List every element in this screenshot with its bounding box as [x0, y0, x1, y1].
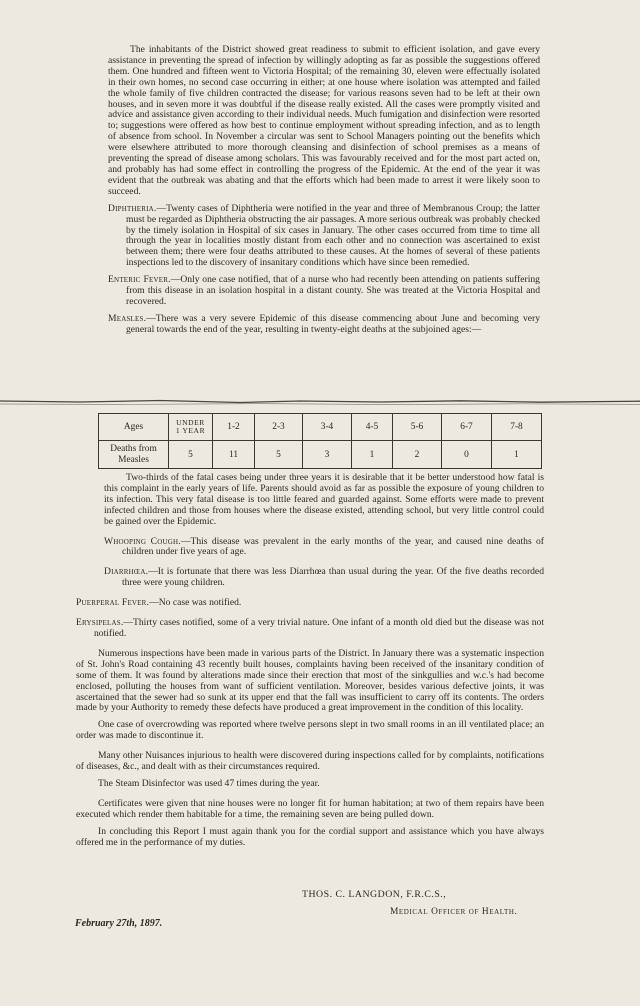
certificates-paragraph: Certificates were given that nine houses were no longer fit for human habitation; at two of them repairs have been executed which render them habitable for a time, the remaining seven are being pulled down.	[76, 797, 544, 820]
erysipelas-heading: Erysipelas.	[76, 617, 124, 629]
measles-followup-paragraph: Two-thirds of the fatal cases being under three years it is desirable that it be better understood how fatal is this complaint in the early years of life. Parents should avoid as far as possible the exposure of young children to its infection. This very fatal disease is too little feared and guarded against. Some efforts were made to prevent infected children and those from houses where the disease existed, attending school, but very little control could be gained over the Epidemic.	[104, 472, 544, 527]
signature: THOS. C. LANGDON, F.R.C.S.,	[302, 889, 447, 900]
deaths-label	[99, 441, 169, 469]
whooping-cough-heading: Whooping Cough.	[104, 535, 181, 547]
deaths-cell: 5	[169, 441, 213, 469]
measles-text: —There was a very severe Epidemic of this disease commencing about June and becoming very general towards the end of the year, resulting in twenty-eight deaths at the subjoined ages:—	[126, 312, 540, 335]
diarrhoea-text: —It is fortunate that there was less Diarrhœa than usual during the year. Of the five deaths recorded three were young children.	[122, 566, 544, 589]
diphtheria-paragraph	[108, 204, 540, 269]
puerperal-text: —No case was notified.	[149, 597, 242, 609]
age-cell: 3-4	[303, 414, 352, 441]
deaths-cell: 2	[393, 441, 442, 469]
deaths-label-line1: Deaths from	[110, 443, 157, 454]
date-text: February 27th, 1897.	[75, 918, 163, 929]
whooping-cough-text: —This disease was prevalent in the early months of the year, and caused nine deaths of children under five years of age.	[122, 535, 544, 558]
enteric-text: —Only one case notified, that of a nurse who had recently been attending on patients suffering from this disease in an isolation hospital in a distant county. She was treated at the Victoria Hospital and recovered.	[126, 274, 540, 307]
ages-label: Ages	[99, 414, 169, 441]
diphtheria-text: —Twenty cases of Diphtheria were notified in the year and three of Membranous Croup; the latter must be regarded as Diphtheria obstructing the air passages. A more serious outbreak was probably checked by the timely isolation in Hospital of six cases in January. The other cases occurred from time to time all through the year in localities mostly distant from each other and no connection was ascertained to exist between them; there were four deaths attributed to these causes. At the homes of several of these patients inspections led to the discovery of insanitary conditions which have since been remedied.	[126, 202, 541, 269]
measles-heading: Measles.	[108, 312, 147, 324]
diarrhoea-heading: Diarrhœa.	[104, 566, 149, 578]
deaths-cell: 5	[255, 441, 303, 469]
age-cell: 4-5	[352, 414, 393, 441]
signature-title: Medical Officer of Health.	[390, 907, 518, 917]
deaths-label-line2: Measles	[118, 454, 149, 465]
inspections-paragraph: Numerous inspections have been made in various parts of the District. In January there was a systematic inspection of St. John's Road containing 43 recently built houses, complaints having been received of the insanitary condition of some of them. It was found by alterations made since their erection that most of the sinkgullies and w.c.'s had become enclosed, polluting the houses from want of sufficient ventilation. Moreover, besides various defective joints, it was ascertained that the sewer had so sunk at its upper end that the fall was insufficient to carry off its contents. The orders made by your Authority to remedy these defects have produced a great improvement in the condition of this locality.	[76, 647, 544, 714]
deaths-cell: 3	[303, 441, 352, 469]
enteric-heading: Enteric Fever.	[108, 274, 171, 286]
deaths-cell: 11	[213, 441, 255, 469]
ages-row	[99, 414, 542, 441]
one-year-label: 1 YEAR	[175, 426, 206, 435]
measles-deaths-table	[98, 413, 542, 469]
report-date	[75, 918, 162, 929]
age-cell: 7-8	[492, 414, 542, 441]
deaths-cell: 1	[352, 441, 393, 469]
under-label: UNDER	[176, 418, 205, 427]
erysipelas-paragraph	[76, 618, 544, 640]
age-cell: 2-3	[255, 414, 303, 441]
puerperal-heading: Puerperal Fever.	[76, 597, 150, 609]
age-cell: 1-2	[213, 414, 255, 441]
report-lower-section	[76, 472, 544, 848]
paper-tear-line	[0, 398, 640, 407]
diarrhoea-paragraph	[104, 567, 544, 589]
nuisances-paragraph: Many other Nuisances injurious to health were discovered during inspections called for by complaints, notifications of diseases, &c., and dealt with as their circumstances required.	[76, 750, 544, 773]
whooping-cough-paragraph	[104, 537, 544, 559]
isolation-paragraph: The inhabitants of the District showed great readiness to submit to efficient isolation, and gave every assistance in preventing the spread of infection by willingly adopting as far as possible the suggestions offered them. One hundred and fifteen went to Victoria Hospital; of the remaining 30, eleven were effectually isolated in their own homes, no second case occurring in either; at one house where isolation was attempted and failed the whole family of five children contracted the disease; for various reasons seven had to be left at their own houses, and in seven more it was doubtful if the disease really existed. All the cases were promptly visited and advice and assistance given according to their individual needs. Much fumigation and disinfection were resorted to; suggestions were offered as how best to continue employment without spreading infection, and as to length of absence from school. In November a circular was sent to School Managers pointing out the benefits which were elsewhere attributed to more thorough cleansing and disinfection of school premises as a means of preventing the spread of disease among scholars. This was favourably received and for the most part acted on, and probably has had some effect in controlling the progress of the Epidemic. At the end of the year it was evident that the outbreak was abating and that the efforts which had been made to arrest it were likely soon to succeed.	[108, 44, 540, 197]
deaths-row	[99, 441, 542, 469]
overcrowding-paragraph: One case of overcrowding was reported where twelve persons slept in two small rooms in an ill ventilated place; an order was made to discontinue it.	[76, 719, 544, 742]
concluding-paragraph: In concluding this Report I must again thank you for the cordial support and assistance which you have always offered me in the performance of my duties.	[76, 825, 544, 848]
deaths-cell: 1	[492, 441, 542, 469]
age-cell: 5-6	[393, 414, 442, 441]
measles-paragraph	[108, 314, 540, 336]
puerperal-paragraph	[76, 598, 544, 609]
age-cell: 6-7	[442, 414, 492, 441]
enteric-paragraph	[108, 275, 540, 308]
steam-disinfector-paragraph: The Steam Disinfector was used 47 times during the year.	[98, 777, 320, 789]
deaths-cell: 0	[442, 441, 492, 469]
erysipelas-text: —Thirty cases notified, some of a very trivial nature. One infant of a month old died but the disease was not notified.	[94, 617, 544, 639]
diphtheria-heading: Diphtheria.	[108, 202, 157, 214]
report-upper-section	[108, 45, 540, 336]
age-under-1-cell	[169, 414, 213, 441]
